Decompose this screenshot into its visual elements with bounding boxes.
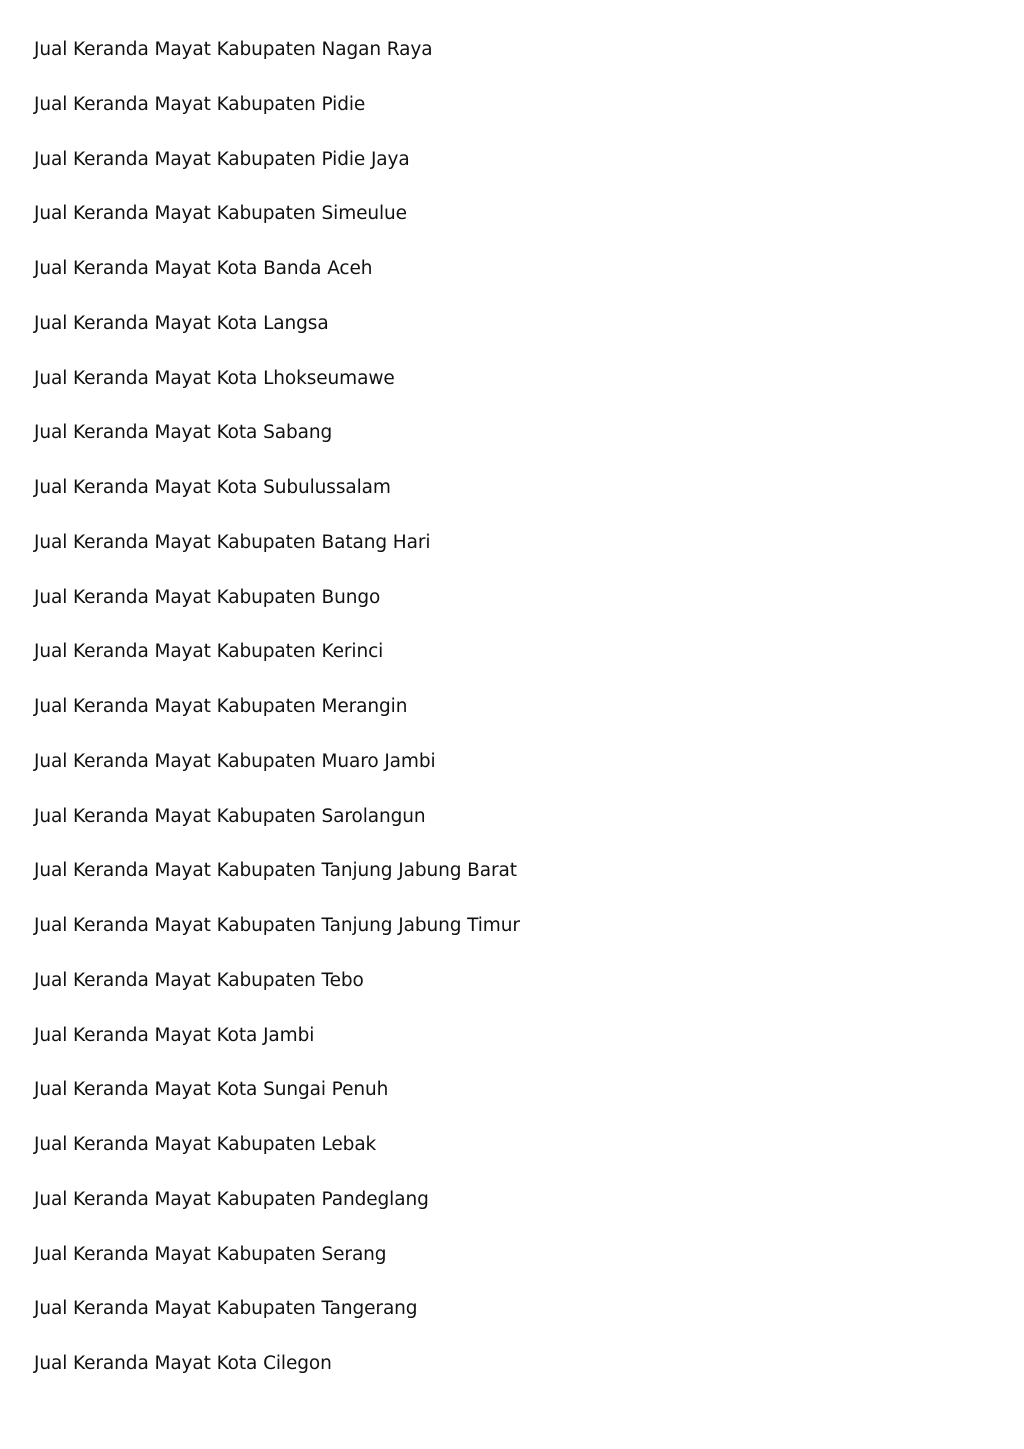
location-list: [34, 38, 1024, 1407]
list-item: Jual Keranda Mayat Kabupaten Pidie: [34, 93, 366, 115]
list-item: Jual Keranda Mayat Kabupaten Tebo: [34, 969, 364, 991]
list-item: Jual Keranda Mayat Kabupaten Bungo: [34, 586, 381, 608]
list-item: Jual Keranda Mayat Kabupaten Tanjung Jabung Barat: [34, 860, 517, 882]
list-item: Jual Keranda Mayat Kabupaten Serang: [34, 1243, 387, 1265]
list-item: Jual Keranda Mayat Kota Jambi: [34, 1024, 315, 1046]
list-item: Jual Keranda Mayat Kabupaten Pandeglang: [34, 1188, 429, 1210]
list-item: Jual Keranda Mayat Kabupaten Batang Hari: [34, 531, 431, 553]
list-item: Jual Keranda Mayat Kabupaten Pidie Jaya: [34, 148, 410, 170]
list-item: Jual Keranda Mayat Kota Langsa: [34, 312, 329, 334]
list-item: Jual Keranda Mayat Kabupaten Nagan Raya: [34, 39, 433, 60]
list-item: Jual Keranda Mayat Kota Cilegon: [34, 1353, 332, 1374]
list-item: Jual Keranda Mayat Kota Subulussalam: [34, 477, 391, 498]
list-item: Jual Keranda Mayat Kota Sabang: [34, 422, 333, 444]
list-item: Jual Keranda Mayat Kabupaten Simeulue: [34, 203, 407, 225]
list-item: Jual Keranda Mayat Kabupaten Muaro Jambi: [34, 750, 436, 772]
list-item: Jual Keranda Mayat Kota Banda Aceh: [34, 258, 373, 279]
list-item: Jual Keranda Mayat Kabupaten Lebak: [34, 1134, 377, 1155]
list-item: Jual Keranda Mayat Kota Lhokseumawe: [34, 367, 395, 389]
list-item: Jual Keranda Mayat Kabupaten Tanjung Jabung Timur: [34, 915, 520, 936]
list-item: Jual Keranda Mayat Kabupaten Kerinci: [34, 641, 384, 663]
list-item: Jual Keranda Mayat Kabupaten Sarolangun: [34, 805, 426, 827]
list-item: Jual Keranda Mayat Kabupaten Tangerang: [34, 1298, 418, 1320]
list-item: Jual Keranda Mayat Kota Sungai Penuh: [34, 1079, 389, 1101]
list-item: Jual Keranda Mayat Kabupaten Merangin: [34, 696, 408, 717]
